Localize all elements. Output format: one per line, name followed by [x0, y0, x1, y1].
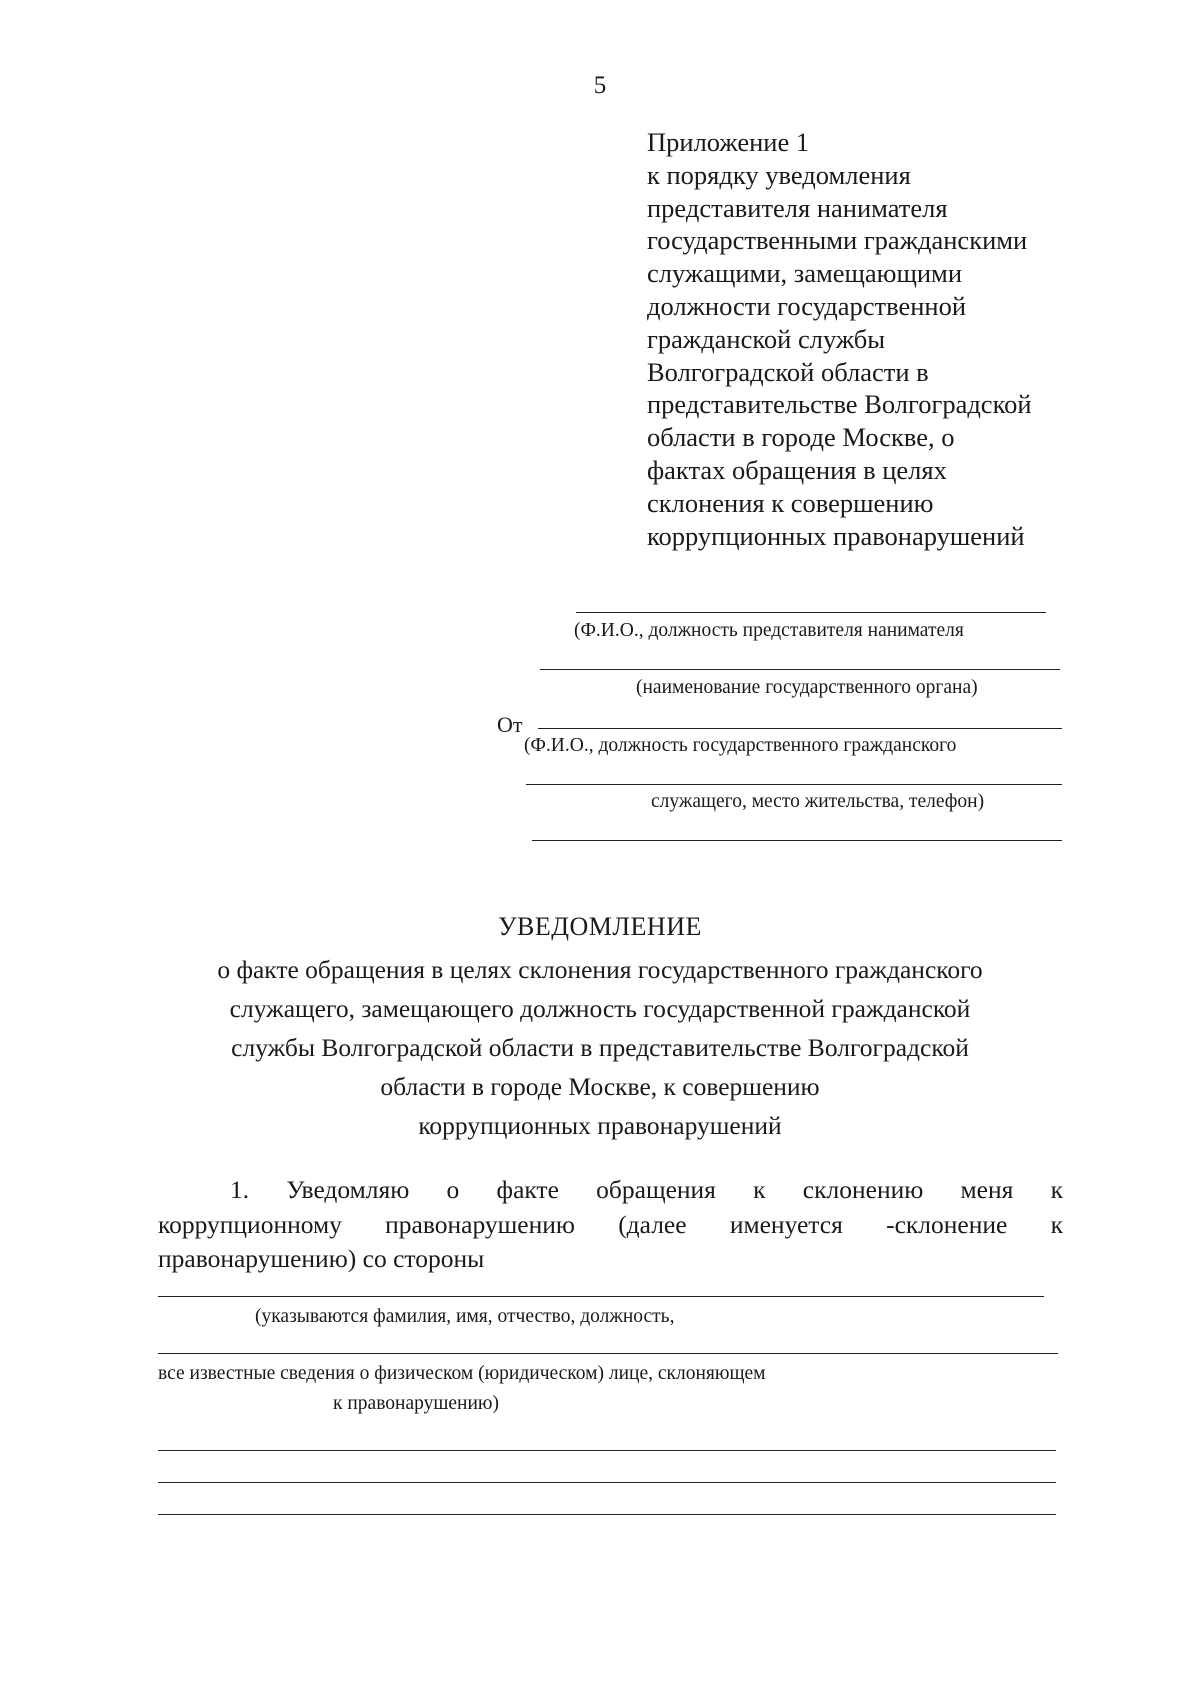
blank-field-line[interactable]	[158, 1482, 1056, 1483]
appendix-line: коррупционных правонарушений	[647, 520, 1025, 551]
employee-field-line[interactable]	[538, 728, 1062, 729]
agency-caption: (наименование государственного органа)	[636, 677, 978, 698]
appendix-line: гражданской службы	[647, 323, 886, 354]
subtitle-line: коррупционных правонарушений	[418, 1111, 782, 1140]
appendix-line: фактах обращения в целях	[647, 454, 947, 485]
employee-caption-2: служащего, место жительства, телефон)	[651, 791, 985, 812]
instigator-caption-3: к правонарушению)	[333, 1393, 499, 1414]
employee-field-line-3[interactable]	[532, 840, 1062, 841]
appendix-line: представителя нанимателя	[647, 192, 948, 223]
from-label: От	[497, 712, 523, 737]
instigator-caption-1: (указываются фамилия, имя, отчество, должность,	[255, 1306, 675, 1327]
instigator-field-line[interactable]	[158, 1296, 1044, 1297]
subtitle-line: о факте обращения в целях склонения государственного гражданского	[217, 955, 983, 984]
instigator-field-line-2[interactable]	[158, 1353, 1058, 1354]
appendix-line: склонения к совершению	[647, 487, 934, 518]
appendix-block	[647, 126, 1032, 552]
paragraph-line: 1. Уведомляю о факте обращения к склонению меня к	[230, 1175, 1063, 1204]
appendix-line: к порядку уведомления	[647, 159, 911, 190]
blank-field-line[interactable]	[158, 1514, 1056, 1515]
page-number: 5	[593, 72, 607, 99]
appendix-line: Волгоградской области в	[647, 356, 929, 387]
blank-field-line[interactable]	[158, 1450, 1056, 1451]
employee-field-line-2[interactable]	[526, 784, 1062, 785]
agency-field-line[interactable]	[540, 669, 1060, 670]
appendix-line: служащими, замещающими	[647, 258, 963, 289]
appendix-line: Приложение 1	[647, 127, 810, 157]
employer-field-line[interactable]	[576, 612, 1046, 613]
paragraph-line: коррупционному правонарушению (далее именуется -склонение к	[158, 1209, 1063, 1239]
appendix-line: представительстве Волгоградской	[647, 389, 1032, 420]
subtitle-line: служащего, замещающего должность государственной гражданской	[229, 994, 971, 1023]
appendix-line: должности государственной	[647, 290, 967, 321]
employer-caption: (Ф.И.О., должность представителя нанимателя	[574, 620, 964, 641]
body-paragraph	[158, 1173, 1063, 1277]
notice-title: УВЕДОМЛЕНИЕ	[498, 912, 702, 941]
appendix-line: области в городе Москве, о	[647, 422, 955, 453]
paragraph-line: правонарушению) со стороны	[158, 1244, 485, 1273]
instigator-caption-2: все известные сведения о физическом (юридическом) лице, склоняющем	[158, 1363, 766, 1384]
employee-caption-1: (Ф.И.О., должность государственного гражданского	[524, 735, 957, 756]
subtitle-line: области в городе Москве, к совершению	[380, 1072, 820, 1101]
subtitle-line: службы Волгоградской области в представительстве Волгоградской	[231, 1033, 969, 1062]
appendix-line: государственными гражданскими	[647, 225, 1028, 256]
notice-subtitle	[0, 950, 1200, 1145]
